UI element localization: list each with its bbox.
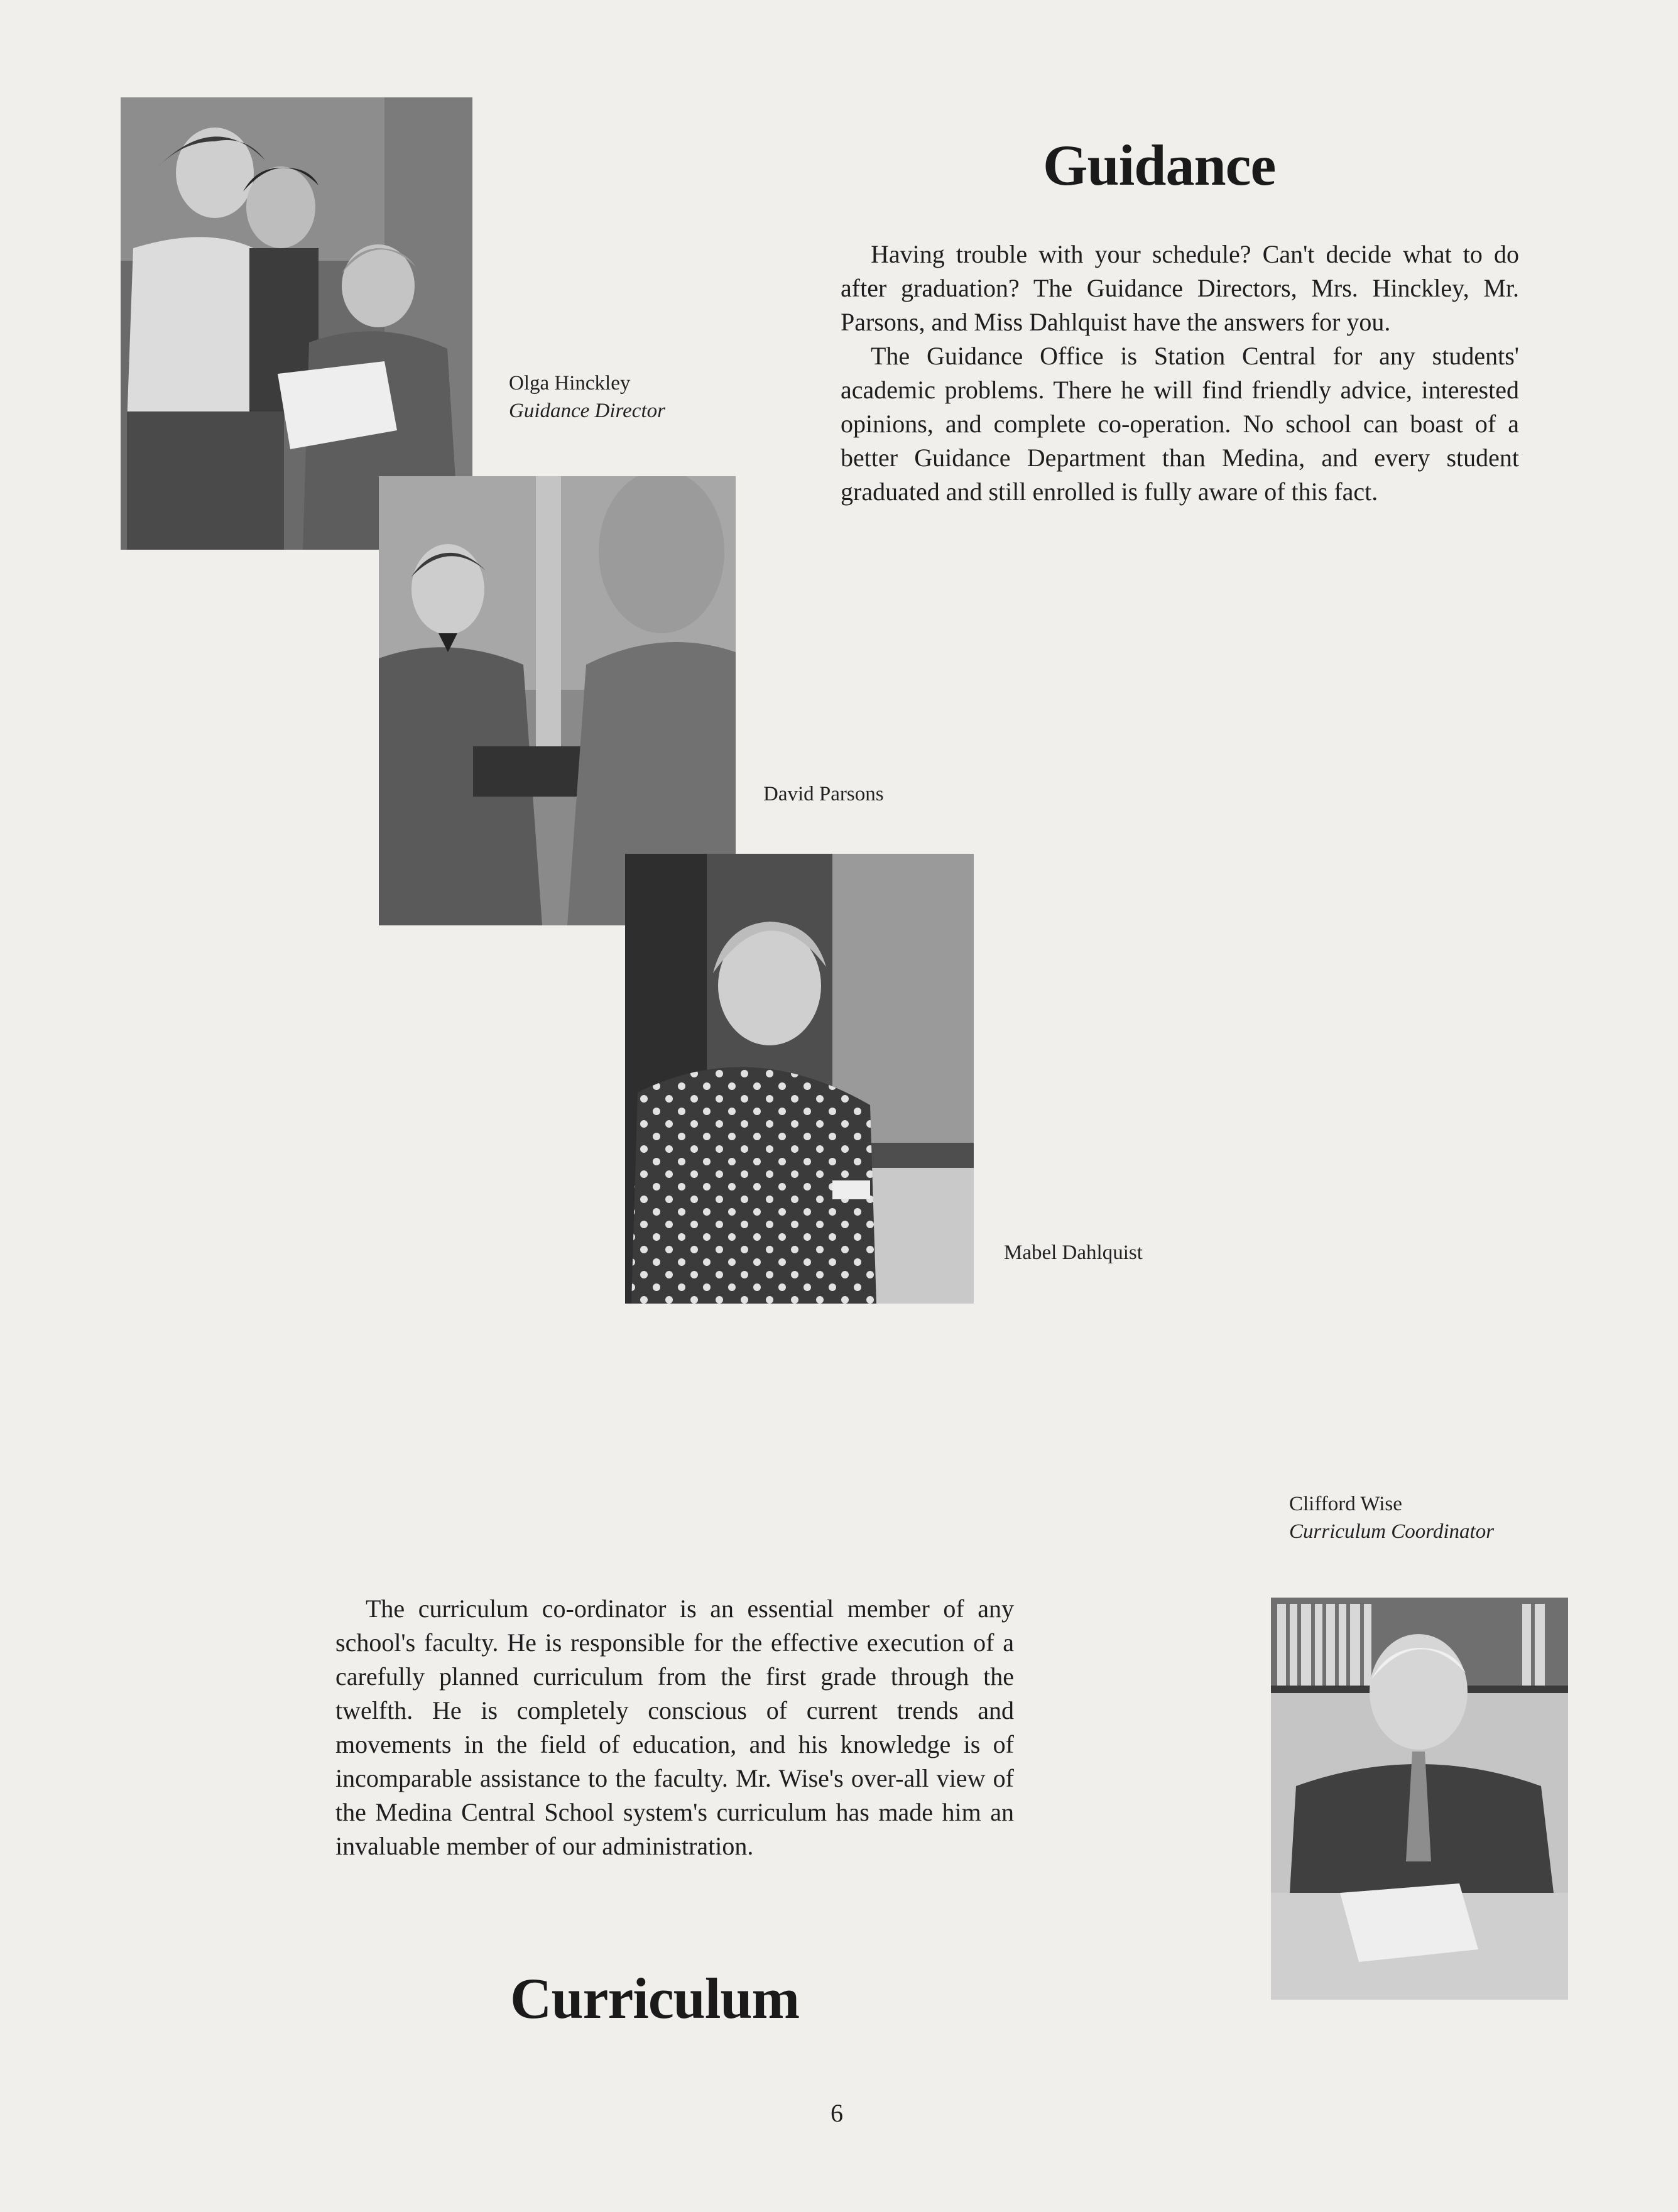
caption-name: David Parsons [763,783,884,805]
dahlquist-photo [625,854,974,1304]
guidance-heading: Guidance [1043,133,1276,197]
page-number: 6 [831,2099,843,2127]
caption-name: Mabel Dahlquist [1004,1241,1143,1264]
caption-role: Guidance Director [509,400,665,422]
dahlquist-caption [1004,1239,1143,1267]
curriculum-heading: Curriculum [510,1966,800,2030]
guidance-paragraph: The Guidance Office is Station Central for any students' academic problems. There he will find friendly advice, interested opinions, and complete co-operation. No school can boast of a better Guidance Department than Medina, and every student graduated and still enrolled is fully aware of this fact. [841,342,1519,506]
parsons-caption [763,780,884,808]
caption-role: Curriculum Coordinator [1289,1520,1495,1543]
wise-photo [1271,1598,1568,2000]
curriculum-paragraph: The curriculum co-ordinator is an essential member of any school's faculty. He is responsible for the effective execution of a carefully planned curriculum from the first grade through the twelfth. He is completely conscious of current trends and movements in the field of education, and his knowledge is of incomparable assistance to the faculty. Mr. Wise's over-all view of the Medina Central School system's curriculum has made him an invaluable member of our administration. [335,1594,1014,1860]
caption-name: Olga Hinckley [509,372,631,395]
caption-name: Clifford Wise [1289,1493,1402,1515]
curriculum-text [335,1592,1014,1863]
guidance-text [841,237,1519,509]
wise-caption [1289,1490,1494,1545]
hinckley-caption [509,369,665,425]
guidance-paragraph: Having trouble with your schedule? Can't decide what to do after graduation? The Guidance Directors, Mrs. Hinckley, Mr. Parsons, and Miss Dahlquist have the answers for you. [841,240,1519,336]
